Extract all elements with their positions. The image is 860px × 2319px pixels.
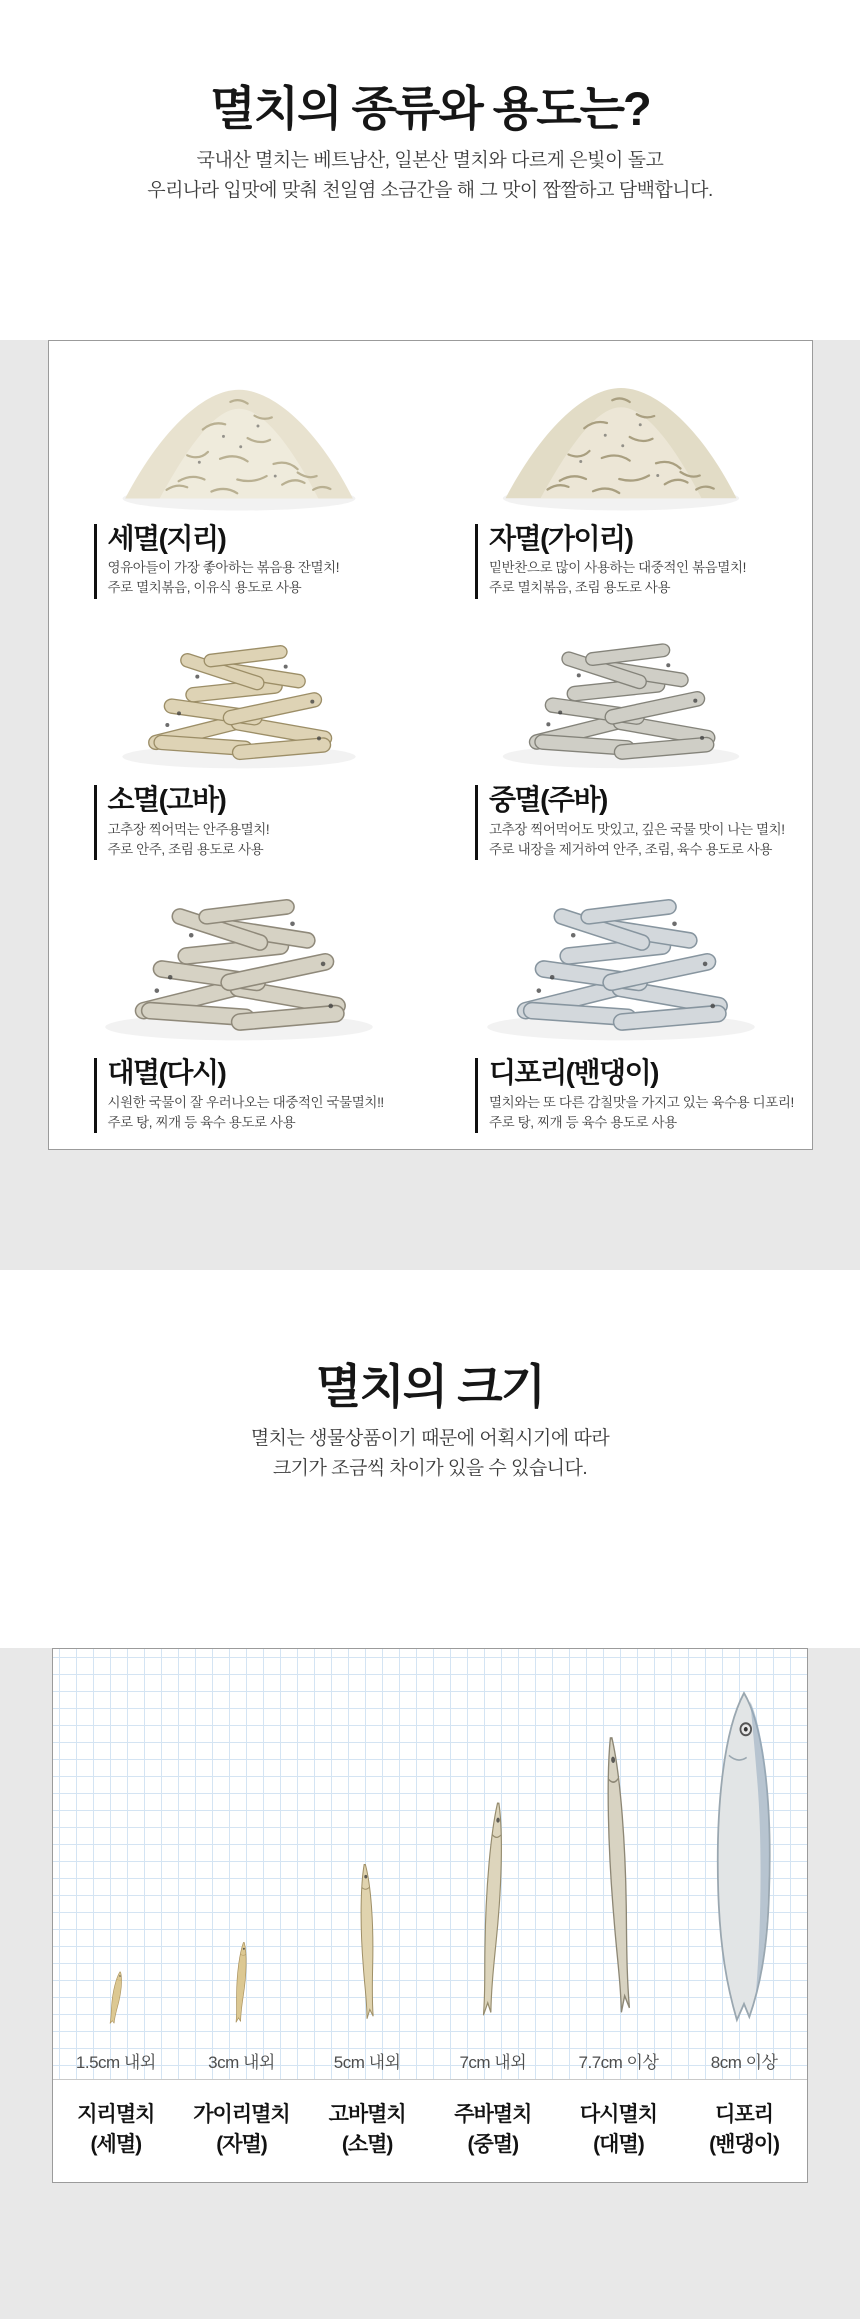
type-card-daemyeol [49, 870, 431, 1143]
types-section-title: 멸치의 종류와 용도는? [210, 82, 650, 135]
type-desc1: 멸치와는 또 다른 감칠맛을 가지고 있는 육수용 디포리! [489, 1094, 794, 1110]
type-desc1: 영유아들이 가장 좋아하는 볶음용 잔멸치! [107, 560, 340, 576]
size-labels-row [53, 2048, 807, 2073]
size-section-title: 멸치의 크기 [315, 1360, 545, 1413]
type-card-semyeol [49, 347, 431, 609]
fish-image-dasi [556, 1730, 682, 2027]
size-title-section [0, 1270, 860, 1570]
graph-paper-area [53, 1649, 807, 2080]
type-name: 세멸(지리) [107, 522, 226, 554]
fish-name-jiri: 지리멸치 (세멸) [77, 2103, 155, 2157]
types-band [0, 340, 860, 1270]
fish-name-juba: 주바멸치 (중멸) [454, 2103, 532, 2157]
type-desc2: 주로 멸치볶음, 이유식 용도로 사용 [107, 580, 302, 596]
type-name: 디포리(밴댕이) [489, 1057, 658, 1089]
type-desc1: 시원한 국물이 잘 우러나오는 대중적인 국물멸치!! [107, 1094, 384, 1110]
fish-image-dipori [681, 1685, 807, 2027]
somyeol-photo [49, 625, 431, 775]
type-name: 자멸(가이리) [489, 522, 633, 554]
type-desc2: 주로 내장을 제거하여 안주, 조림, 육수 용도로 사용 [489, 841, 772, 857]
semyeol-photo [49, 364, 431, 514]
size-label: 8cm 이상 [710, 2053, 778, 2072]
size-label: 1.5cm 내외 [75, 2053, 156, 2072]
type-desc2: 주로 탕, 찌개 등 육수 용도로 사용 [107, 1114, 296, 1130]
anchovy-types-box [48, 340, 813, 1150]
type-desc2: 주로 안주, 조림 용도로 사용 [107, 841, 264, 857]
fish-image-juba [430, 1797, 556, 2027]
types-section-subtitle [0, 146, 860, 205]
jungmyeol-photo [430, 625, 812, 775]
types-subtitle-line2: 우리나라 입맛에 맞춰 천일염 소금간을 해 그 맛이 짭짤하고 담백합니다. [147, 179, 713, 201]
type-desc1: 고추장 찍어먹어도 맛있고, 깊은 국물 맛이 나는 멸치! [489, 821, 785, 837]
type-card-dipori [430, 870, 812, 1143]
size-label: 7cm 내외 [459, 2053, 527, 2072]
dipori-photo [430, 870, 812, 1048]
type-name: 중멸(주바) [489, 784, 607, 816]
fish-image-jiri [53, 1970, 179, 2027]
size-label: 5cm 내외 [333, 2053, 401, 2072]
size-label: 3cm 내외 [208, 2053, 275, 2072]
type-desc1: 밑반찬으로 많이 사용하는 대중적인 볶음멸치! [489, 560, 746, 576]
type-name: 대멸(다시) [107, 1057, 226, 1089]
type-desc2: 주로 멸치볶음, 조림 용도로 사용 [489, 580, 671, 596]
size-section-subtitle [0, 1424, 860, 1483]
fish-name-gairi: 가이리멸치 (자멸) [193, 2103, 290, 2157]
size-subtitle-line1: 멸치는 생물상품이기 때문에 어획시기에 따라 [250, 1428, 610, 1450]
fish-image-goba [304, 1860, 430, 2027]
type-desc2: 주로 탕, 찌개 등 육수 용도로 사용 [489, 1114, 677, 1130]
size-label: 7.7cm 이상 [578, 2053, 659, 2072]
type-card-somyeol [49, 609, 431, 871]
size-comparison-box [52, 1648, 808, 2183]
daemyeol-photo [49, 870, 431, 1048]
fish-name-goba: 고바멸치 (소멸) [328, 2103, 406, 2157]
type-desc1: 고추장 찍어먹는 안주용멸치! [107, 821, 270, 837]
types-title-section [0, 0, 860, 255]
size-chart-band [0, 1648, 860, 2319]
types-subtitle-line1: 국내산 멸치는 베트남산, 일본산 멸치와 다르게 은빛이 돌고 [196, 150, 664, 172]
fish-name-dipori: 디포리 (밴댕이) [709, 2103, 780, 2157]
fish-row [53, 1685, 807, 2027]
fish-image-gairi [179, 1940, 305, 2027]
size-subtitle-line2: 크기가 조금씩 차이가 있을 수 있습니다. [272, 1457, 588, 1479]
type-card-jungmyeol [430, 609, 812, 871]
fish-name-dasi: 다시멸치 (대멸) [579, 2103, 658, 2157]
fish-names-row [53, 2080, 807, 2161]
type-card-jamyeol [430, 347, 812, 609]
jamyeol-photo [430, 364, 812, 514]
type-name: 소멸(고바) [107, 784, 226, 816]
